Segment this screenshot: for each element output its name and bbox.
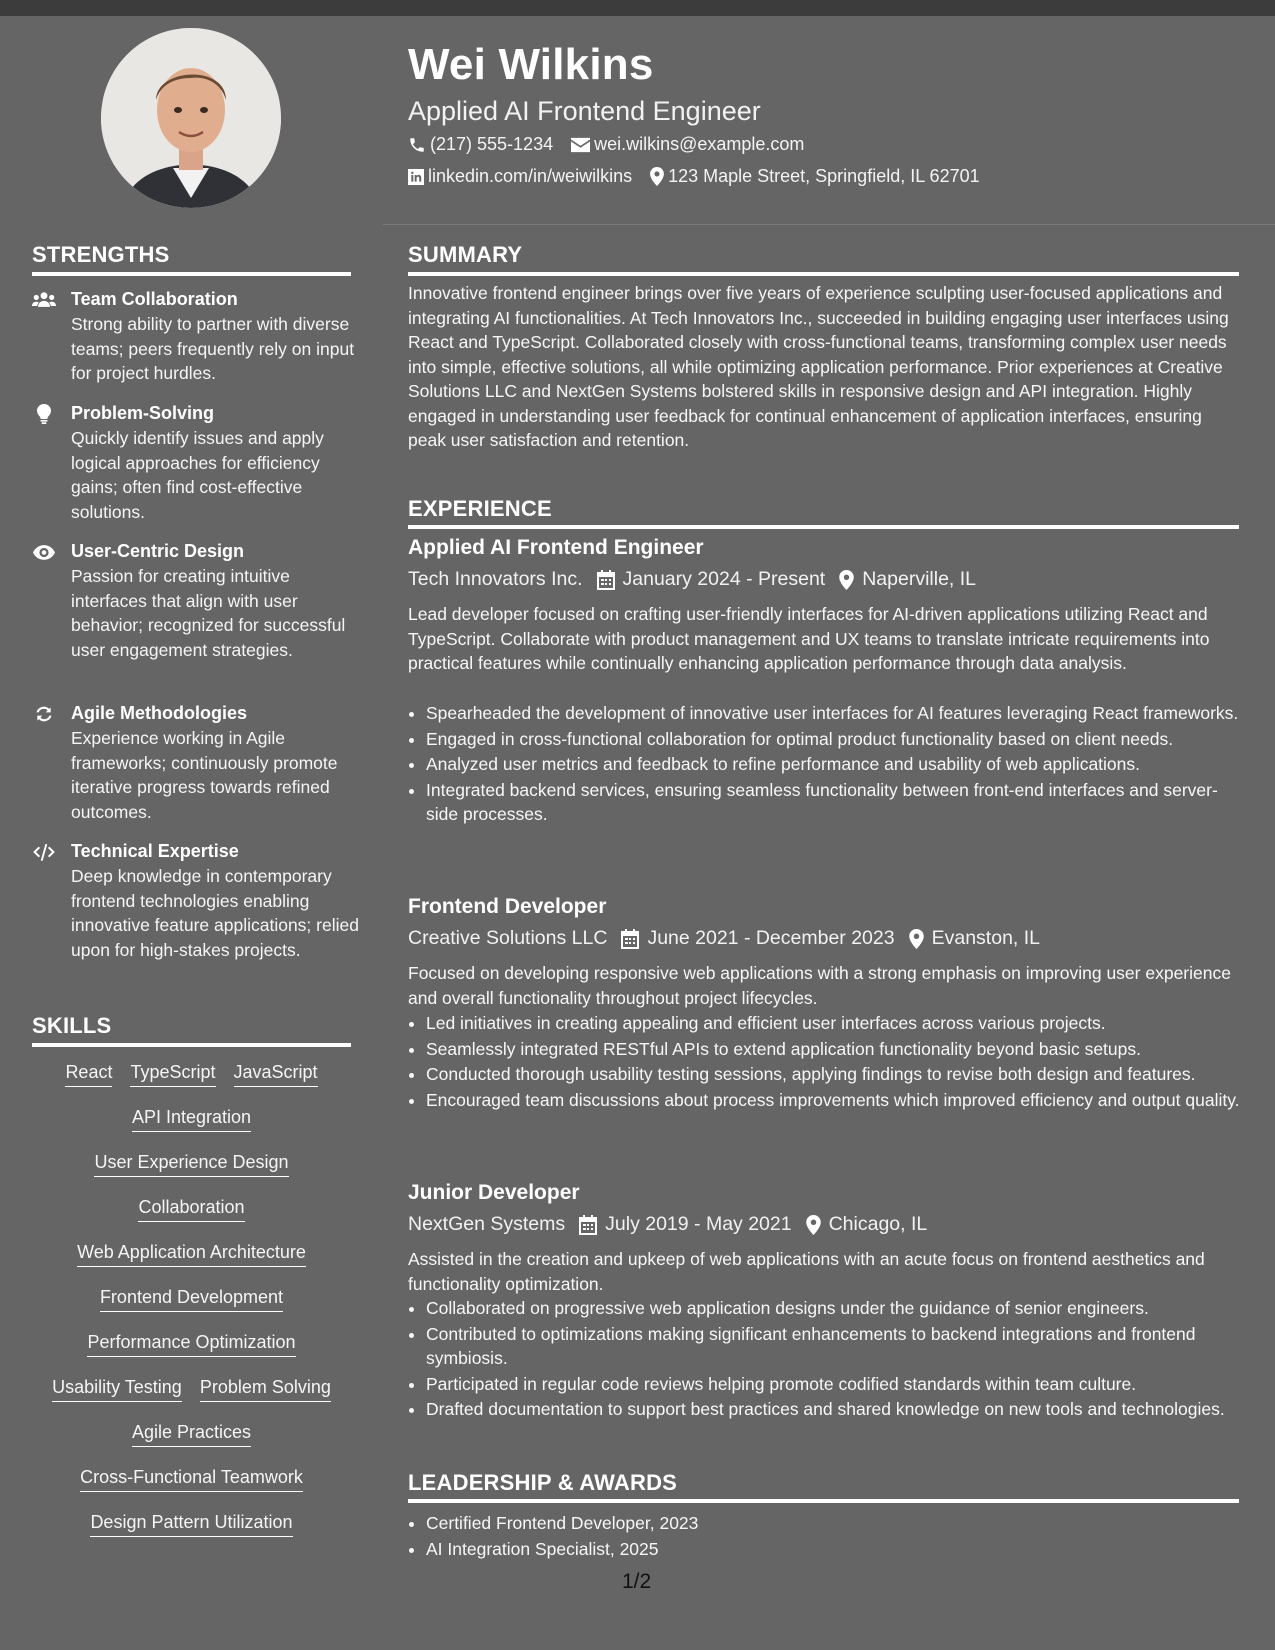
job-description: Lead developer focused on crafting user-friendly interfaces for AI-driven applications utilizing React and TypeScript. Collaborate with product management and UX teams to translate intricate requirements into practical features while continually enhancing application performance through data analysis. — [408, 604, 1210, 673]
job-location: Chicago, IL — [828, 1213, 928, 1235]
skill-tag: React — [65, 1062, 112, 1087]
calendar-icon — [579, 1215, 597, 1235]
skill-tag: Problem Solving — [200, 1377, 331, 1402]
job-meta — [408, 1213, 927, 1236]
code-icon — [32, 842, 56, 862]
skill-tag: User Experience Design — [94, 1152, 288, 1177]
strength-desc: Strong ability to partner with diverse teams; peers frequently rely on input for project hurdles. — [71, 314, 355, 383]
skills-row — [32, 1377, 351, 1402]
contact-row-1 — [408, 134, 822, 155]
linkedin-contact[interactable] — [408, 166, 632, 187]
top-bar — [0, 0, 1275, 16]
skill-tag: API Integration — [132, 1107, 251, 1132]
bullet-item: • Drafted documentation to support best practices and shared knowledge on new tools and technologies. — [426, 1397, 1246, 1422]
header-divider — [383, 224, 1275, 225]
skills-row — [32, 1332, 351, 1357]
bullet-item: • Engaged in cross-functional collaboration for optimal product functionality based on client needs. — [426, 727, 1246, 752]
profile-photo — [101, 28, 281, 208]
phone-contact — [408, 134, 553, 155]
job-dates: July 2019 - May 2021 — [605, 1213, 792, 1235]
strength-title: User-Centric Design — [71, 541, 245, 561]
experience-heading: EXPERIENCE — [408, 496, 552, 521]
email-contact[interactable] — [571, 134, 804, 155]
map-marker-icon — [909, 929, 924, 949]
job-dates: June 2021 - December 2023 — [647, 927, 895, 949]
awards-heading: LEADERSHIP & AWARDS — [408, 1470, 678, 1495]
job-description: Assisted in the creation and upkeep of web applications with an acute focus on frontend aesthetics and functionality optimization. — [408, 1249, 1205, 1294]
bullet-item: • Spearheaded the development of innovative user interfaces for AI features leveraging React frameworks. — [426, 701, 1246, 726]
address-text: 123 Maple Street, Springfield, IL 62701 — [668, 166, 980, 186]
awards-list — [408, 1511, 1246, 1562]
strength-item — [32, 288, 362, 386]
job-meta — [408, 927, 1040, 950]
skills-row — [32, 1062, 351, 1087]
job-description: Focused on developing responsive web applications with a strong emphasis on improving user experience and overall functionality throughout project lifecycles. — [408, 963, 1231, 1008]
strengths-rule — [32, 272, 351, 276]
lightbulb-icon — [32, 404, 56, 424]
strength-title: Agile Methodologies — [71, 703, 248, 723]
candidate-role: Applied AI Frontend Engineer — [408, 96, 761, 126]
skills-row — [32, 1467, 351, 1492]
bullet-item: • Encouraged team discussions about process improvements which improved efficiency and output quality. — [426, 1088, 1246, 1113]
skill-tag: Web Application Architecture — [77, 1242, 306, 1267]
skill-tag: Design Pattern Utilization — [90, 1512, 292, 1537]
job-company: NextGen Systems — [408, 1213, 566, 1235]
skills-row — [32, 1242, 351, 1267]
skill-tag: Usability Testing — [52, 1377, 182, 1402]
candidate-name: Wei Wilkins — [408, 40, 654, 89]
skill-tag: Performance Optimization — [87, 1332, 295, 1357]
skills-row — [32, 1287, 351, 1312]
bullet-item: • Collaborated on progressive web application designs under the guidance of senior engineers. — [426, 1296, 1246, 1321]
job-dates: January 2024 - Present — [622, 568, 826, 590]
bullet-item: • Led initiatives in creating appealing and efficient user interfaces across various projects. — [426, 1011, 1246, 1036]
summary-heading: SUMMARY — [408, 242, 523, 267]
strength-title: Problem-Solving — [71, 403, 215, 423]
strength-item — [32, 402, 362, 524]
skills-heading: SKILLS — [32, 1013, 112, 1038]
contact-row-2 — [408, 166, 998, 187]
bullet-item: • Integrated backend services, ensuring seamless functionality between front-end interfaces and server-side processes. — [426, 778, 1246, 827]
calendar-icon — [597, 570, 615, 590]
bullet-item: • Analyzed user metrics and feedback to refine performance and usability of web applications. — [426, 752, 1246, 777]
calendar-icon — [621, 929, 639, 949]
bullet-item: • Contributed to optimizations making significant enhancements to backend integrations and frontend symbiosis. — [426, 1322, 1246, 1371]
job-company: Tech Innovators Inc. — [408, 568, 583, 590]
email-text[interactable]: wei.wilkins@example.com — [594, 134, 805, 154]
job-bullets — [408, 1296, 1246, 1423]
bullet-item: • Conducted thorough usability testing sessions, applying findings to revise both design and features. — [426, 1062, 1246, 1087]
skill-tag: TypeScript — [130, 1062, 215, 1087]
job-title: Junior Developer — [408, 1181, 580, 1204]
job-location: Evanston, IL — [931, 927, 1041, 949]
job-location: Naperville, IL — [862, 568, 977, 590]
skill-tag: JavaScript — [234, 1062, 318, 1087]
job-bullets — [408, 701, 1246, 828]
job-bullets — [408, 1011, 1246, 1113]
skill-tag: Collaboration — [138, 1197, 244, 1222]
strength-desc: Passion for creating intuitive interfaces that align with user behavior; recognized for successful user engagement strategies. — [71, 566, 346, 660]
job-title: Frontend Developer — [408, 895, 607, 918]
skill-tag: Agile Practices — [132, 1422, 251, 1447]
experience-rule — [408, 525, 1239, 529]
job-meta — [408, 568, 976, 591]
summary-rule — [408, 272, 1239, 276]
address-contact — [650, 166, 980, 187]
phone-icon — [408, 136, 426, 154]
envelope-icon — [571, 137, 590, 153]
skill-tag: Cross-Functional Teamwork — [80, 1467, 303, 1492]
skills-row — [32, 1107, 351, 1132]
skills-row — [32, 1197, 351, 1222]
phone-text: (217) 555-1234 — [430, 134, 554, 154]
eye-icon — [32, 542, 56, 562]
strength-title: Team Collaboration — [71, 289, 238, 309]
award-item: • Certified Frontend Developer, 2023 — [426, 1511, 1246, 1536]
map-marker-icon — [806, 1215, 821, 1235]
bullet-item: • Participated in regular code reviews helping promote codified standards within team culture. — [426, 1372, 1246, 1397]
map-marker-icon — [839, 570, 854, 590]
summary-text: Innovative frontend engineer brings over five years of experience sculpting user-focused applications and integrating AI functionalities. At Tech Innovators Inc., succeeded in building engaging user interfaces using React and TypeScript. Collaborated closely with cross-functional teams, transforming complex user needs into simple, effective solutions, all while optimizing application performance. Prior experiences at Creative Solutions LLC and NextGen Systems bolstered skills in responsive design and API integration. Highly engaged in understanding user feedback for continual enhancement of application interfaces, ensuring peak user satisfaction and retention. — [408, 283, 1229, 450]
strength-item — [32, 702, 362, 824]
bullet-item: • Seamlessly integrated RESTful APIs to extend application functionality beyond basic setups. — [426, 1037, 1246, 1062]
award-item: • AI Integration Specialist, 2025 — [426, 1537, 1246, 1562]
strength-desc: Experience working in Agile frameworks; continuously promote iterative progress towards refined outcomes. — [71, 728, 338, 822]
job-company: Creative Solutions LLC — [408, 927, 608, 949]
skills-rule — [32, 1043, 351, 1047]
strength-item — [32, 540, 362, 662]
page-number: 1/2 — [622, 1570, 652, 1593]
skills-row — [32, 1422, 351, 1447]
strength-title: Technical Expertise — [71, 841, 239, 861]
sync-icon — [32, 704, 56, 724]
skills-row — [32, 1152, 351, 1177]
skills-row — [32, 1512, 351, 1537]
strength-desc: Quickly identify issues and apply logical approaches for efficiency gains; often find cost-effective solutions. — [71, 428, 324, 522]
strength-desc: Deep knowledge in contemporary frontend technologies enabling innovative feature applications; relied upon for high-stakes projects. — [71, 866, 359, 960]
job-title: Applied AI Frontend Engineer — [408, 536, 704, 559]
linkedin-icon — [408, 169, 424, 185]
map-marker-icon — [650, 167, 664, 186]
users-icon — [32, 290, 56, 310]
strengths-heading: STRENGTHS — [32, 242, 170, 267]
linkedin-text[interactable]: linkedin.com/in/weiwilkins — [428, 166, 633, 186]
strength-item — [32, 840, 362, 962]
skill-tag: Frontend Development — [100, 1287, 283, 1312]
awards-rule — [408, 1499, 1239, 1503]
